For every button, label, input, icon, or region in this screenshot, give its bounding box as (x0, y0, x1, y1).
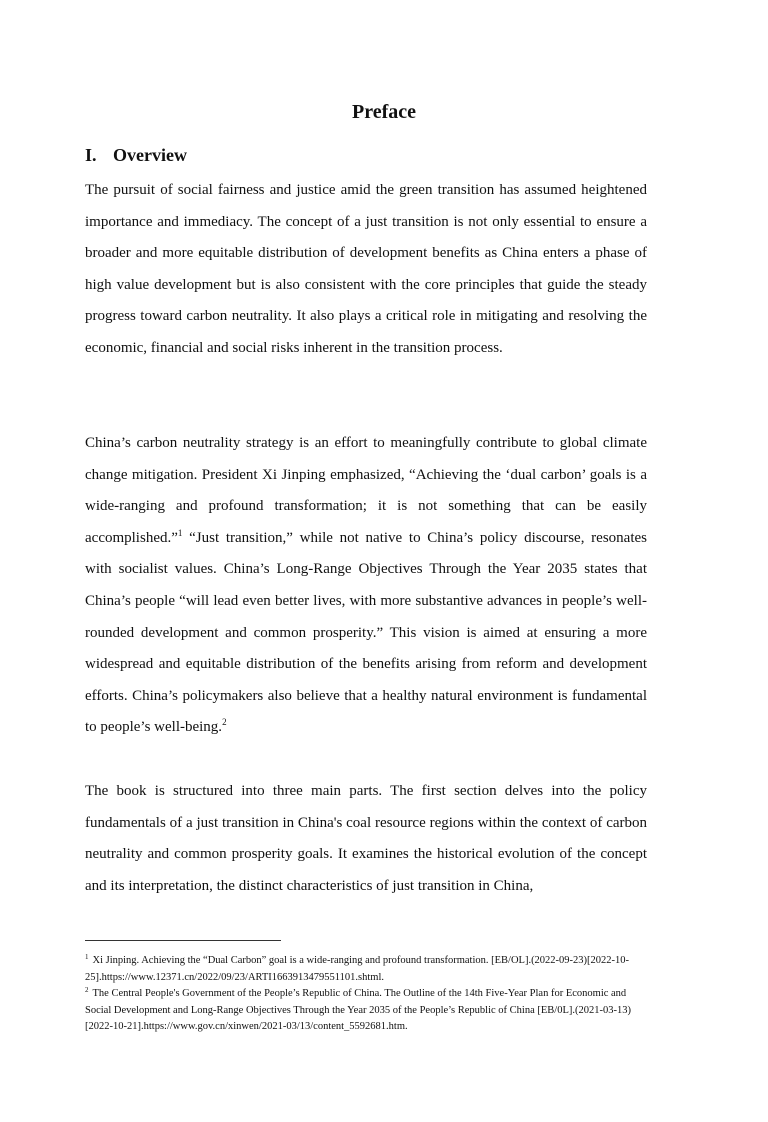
footnote-2 (85, 986, 647, 1036)
footnote-mark-1: 1 (85, 953, 89, 961)
footnote-text-1: Xi Jinping. Achieving the “Dual Carbon” goal is a wide-ranging and profound transformation. [EB/OL].(2022-09-23)[2022-10-25].https://www.12371.cn/2022/09/23/ARTI1663913479551101.shtml. (85, 955, 630, 983)
paragraph-2 (85, 428, 647, 744)
page-title: Preface (351, 101, 417, 123)
paragraph-2-text-b: “Just transition,” while not native to China’s policy discourse, resonates with socialist values. China’s Long-Range Objectives Through the Year 2035 states that China’s people “will lead even better lives, with more substantive advances in people’s well-rounded development and common prosperity.” This vision is aimed at ensuring a more widespread and equitable distribution of the benefits arising from reform and development efforts. China’s policymakers also believe that a healthy natural environment is fundamental to people’s well-being. (85, 529, 647, 736)
section-title: Overview (113, 145, 187, 165)
footnote-text-2: The Central People's Government of the People’s Republic of China. The Outline of the 14th Five-Year Plan for Economic and Social Development and Long-Range Objectives Through the Year 2035 of the People’s Republic of China [EB/0L].(2021-03-13)[2022-10-21].https://www.gov.cn/xinwen/2021-03/13/content_5592681.htm. (85, 988, 631, 1033)
footnotes (85, 953, 647, 1036)
footnote-mark-2: 2 (85, 986, 89, 995)
footnote-ref-2[interactable]: 2 (222, 717, 227, 728)
section-number: I. (85, 145, 97, 165)
footnote-1 (85, 953, 647, 986)
paragraph-2-text-a: China’s carbon neutrality strategy is an effort to meaningfully contribute to global climate change mitigation. President Xi Jinping emphasized, “Achieving the ‘dual carbon’ goals is a wide-ranging and profound transformation; it is not something that can be easily accomplished.” (85, 435, 647, 546)
section-heading (85, 143, 187, 167)
footnote-divider (85, 940, 281, 941)
paragraph-3: The book is structured into three main parts. The first section delves into the policy fundamentals of a just transition in China's coal resource regions within the context of carbon neutrality and common prosperity goals. It examines the historical evolution of the concept and its interpretation, the distinct characteristics of just transition in China, (85, 783, 647, 894)
footnote-ref-1[interactable]: 1 (177, 527, 183, 538)
paragraph-1: The pursuit of social fairness and justice amid the green transition has assumed heightened importance and immediacy. The concept of a just transition is not only essential to ensure a broader and more equitable distribution of development benefits as China enters a phase of high value development but is also consistent with the core principles that guide the steady progress toward carbon neutrality. It also plays a critical role in mitigating and resolving the economic, financial and social risks inherent in the transition process. (85, 182, 647, 356)
